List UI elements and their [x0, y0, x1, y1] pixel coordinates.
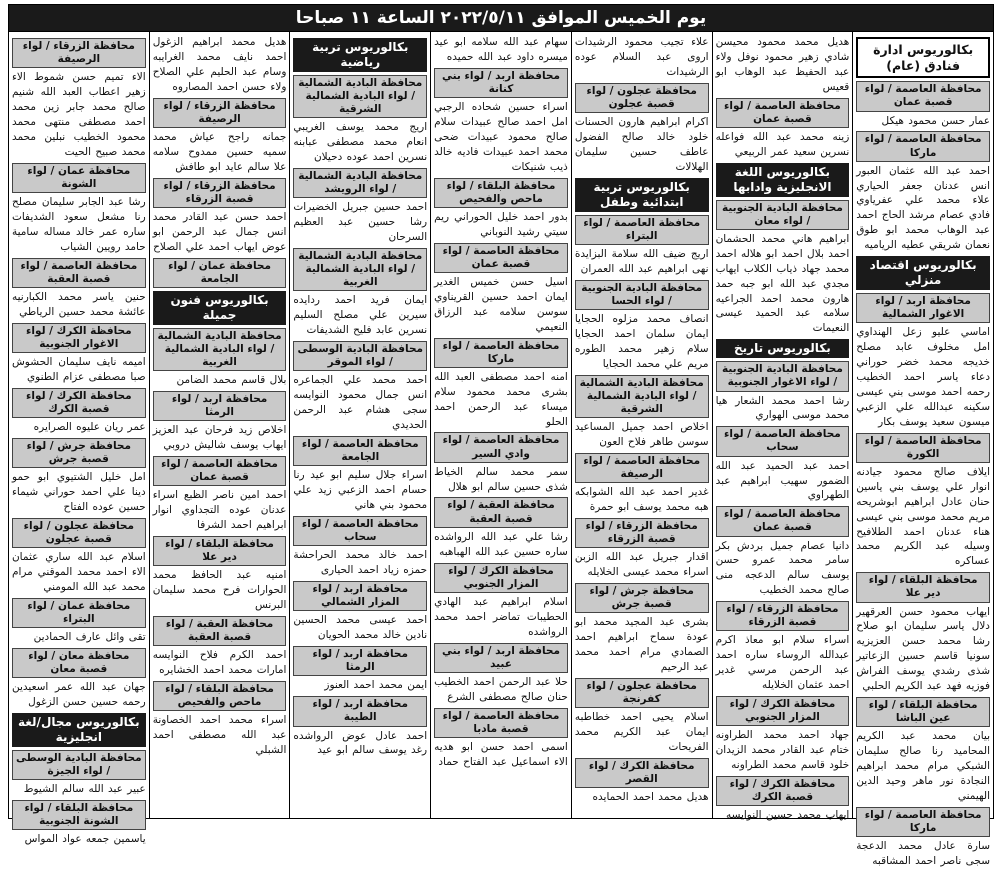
governorate-header: محافظة البادية الشمالية / لواء البادية الشمالية الشرقية — [575, 375, 709, 418]
names-list: عمر ريان عليوه الصرايره — [33, 420, 146, 433]
names-list: حلا عبد الرحمن احمد الخطيب حنان صالح مصطفى الشرع — [434, 675, 568, 703]
names-list: اسلام ابراهيم عبد الهادي الحطيبات تماضر احمد محمد الرواشده — [434, 595, 568, 638]
names-list: احمد خالد محمد الحراحشة حمزه زياد احمد الحيارى — [293, 549, 428, 577]
governorate-header: محافظة الكرك / لواء القصر — [575, 758, 709, 788]
names-list: جمانه راجح عياش محمد سميه حسين ممدوح سلامه علا سالم عايد ابو طافش — [152, 130, 287, 173]
names-list: احمد امين ناصر الظبع اسراء عدنان عوده التجداوي انوار ابراهيم احمد الشرفا — [152, 489, 287, 532]
names-list: اقدار جبريل عبد الله الزبن اسراء محمد عيسى الخلايله — [574, 551, 709, 578]
names-list: احمد عبد الحميد عبد الله الضمور سهيب ابراهيم عبد الطهراوي — [715, 459, 850, 502]
governorate-header: محافظة العاصمة / لواء الجامعة — [293, 436, 427, 466]
governorate-header: محافظة الكرك / لواء المزار الجنوبي — [434, 563, 568, 593]
names-list: بلال قاسم محمد الضامن — [176, 374, 287, 387]
governorate-header: محافظة العاصمة / لواء قصبة عمان — [716, 506, 850, 536]
names-list: تقى وائل عارف الحمادين — [33, 631, 146, 644]
governorate-header: محافظة العاصمة / لواء ماركا — [434, 338, 568, 368]
names-list: اخلاص زيد فرحان عبد العزيز ايهاب يوسف شاليش دروبي — [152, 424, 287, 452]
column-5 — [289, 32, 430, 818]
governorate-header: محافظة العاصمة / لواء وادي السير — [434, 432, 568, 462]
governorate-header: محافظة العاصمة / لواء قصبة عمان — [153, 456, 287, 486]
names-list: سمر محمد سالم الخياط شذى حسين سالم ابو هلال — [434, 465, 568, 493]
names-list: امل خليل الشتيوي ابو حمو دينا علي احمد حوراني شيماء حسين عوده الفتاح — [11, 471, 146, 513]
section-title: بكالوريوس فنون جميلة — [153, 291, 287, 325]
governorate-header: محافظة اربد / لواء الرمثا — [153, 391, 287, 421]
names-list: ايمان فريد احمد ردايده سيرين علي مصلح السليم نسرين عابد فليح الشديفات — [293, 294, 428, 337]
names-list: غدير احمد عبد الله الشوابكه هبه محمد يوسف ابو حمرة — [574, 485, 709, 513]
names-list: رشا علي عبد الله الرواشده ساره حسين عبد الله الهباهبه — [434, 530, 568, 558]
names-list: اكرام ابراهيم هارون الحسنات خلود خالد صالح الفضول عاطف حسين سليمان الهلالات — [574, 115, 709, 173]
governorate-header: محافظة اربد / لواء بني كنانة — [434, 68, 568, 98]
names-list: رشا عبد الجابر سليمان مصلح رنا مشعل سعود الشديفات ساره عمر خالد مساله سامية حامد رويين الشياب — [11, 195, 146, 253]
governorate-header: محافظة العاصمة / لواء الرصيفة — [575, 453, 709, 483]
column-4 — [430, 32, 571, 818]
names-list: اريج ضيف الله سلامة البزايدة نهى ابراهيم عبد الله العمران — [574, 247, 709, 275]
column-2 — [712, 32, 853, 822]
governorate-header: محافظة العاصمة / لواء قصبة عمان — [716, 98, 850, 128]
governorate-header: محافظة العقبة / لواء قصبة العقبة — [153, 616, 287, 646]
names-list: الاء تميم حسن شموط الاء زهير اعطاب العبد الله شنيم صالح محمد جابر زين محمد احمد مصطفى منتهى محمد محمود الخطيب نبلين محمد محمد صبيح الحيت — [11, 71, 146, 158]
names-list: اسيل حسن خميس الغدير ايمان احمد حسين القريناوي سوسن سلامه عبد الرزاق النعيمي — [434, 275, 568, 333]
governorate-header: محافظة عجلون / لواء كفرنجة — [575, 678, 709, 708]
section-title: بكالوريوس تربية ابتدائية وطفل — [575, 178, 709, 212]
names-list: بشرى عبد المجيد محمد ابو عودة سماح ابراهيم احمد الصمادي مرام احمد محمد عبد الرحيم — [574, 616, 709, 673]
names-list: عمار حسن محمود هيكل — [881, 114, 990, 127]
governorate-header: محافظة الكرك / لواء قصبة الكرك — [716, 776, 850, 806]
governorate-header: محافظة جرش / لواء قصبة جرش — [12, 438, 146, 468]
names-list: احمد عادل عوض الرواشده رغد يوسف سالم ابو عيد — [293, 729, 428, 757]
names-list: احمد عبد الله عثمان العبور انس عدنان جعفر الحياري علاء محمد علي عفرياوي فادي عصام مرشد الحاج احمد عبد الوهاب محمد ابو طوق نعمان شريقي عطيه الرياميه — [856, 164, 990, 252]
governorate-header: محافظة العاصمة / لواء الكورة — [856, 433, 990, 463]
names-list: اسمى احمد حسن ابو هديه الاء اسماعيل عبد الفتاح حماد — [434, 740, 568, 768]
governorate-header: محافظة البادية الوسطى / لواء الجيزة — [12, 750, 146, 780]
names-list: ايهاب محمد حسين النوايسه — [725, 809, 850, 822]
governorate-header: محافظة اربد / لواء بني عبيد — [434, 643, 568, 673]
governorate-header: محافظة الزرقاء / لواء قصبة الزرقاء — [716, 601, 850, 631]
governorate-header: محافظة الكرك / لواء الاغوار الجنوبية — [12, 323, 146, 353]
names-list: زينه محمد عبد الله فواعله نسرين سعيد عمر الربيعي — [715, 130, 850, 158]
governorate-header: محافظة العاصمة / لواء قصبة عمان — [856, 81, 990, 111]
name-columns — [8, 32, 994, 867]
names-list: اسراء محمد احمد الخصاونة عبد الله مصطفى احمد الشبلي — [152, 714, 287, 757]
governorate-header: محافظة البلقاء / لواء ماحص والفحيص — [153, 681, 287, 711]
governorate-header: محافظة عجلون / لواء قصبة عجلون — [12, 518, 146, 548]
names-list: سهام عبد الله سلامه ابو عيد ميسره داود عبد الله حميده — [434, 36, 568, 63]
names-list: احمد حسين جبريل الخضيرات رشا حسين عبد العظيم السرحان — [293, 201, 428, 244]
governorate-header: محافظة العقبة / لواء قصبة العقبة — [434, 497, 568, 527]
names-list: انصاف محمد مزلوه الحجايا ايمان سلمان احمد الحجايا سلام زهير محمد الطوره مريم علي محمد الحجايا — [574, 312, 709, 370]
names-list: امنه احمد مصطفى العبد الله بشرى محمد محمود سلام ميساء عبد الرحمن احمد الحلو — [434, 370, 568, 428]
governorate-header: محافظة الكرك / لواء المزار الجنوبي — [716, 696, 850, 726]
governorate-header: محافظة الكرك / لواء قصبة الكرك — [12, 388, 146, 418]
column-1 — [852, 32, 993, 867]
names-list: حنين ياسر محمد الكبارنيه عائشة محمد حسين الرياطي — [11, 290, 146, 318]
section-title: بكالوريوس اللغة الانجليزية وادابها — [716, 163, 850, 197]
governorate-header: محافظة البادية الجنوبية / لواء معان — [716, 200, 850, 230]
date-banner: يوم الخميس الموافق ٢٠٢٢/٥/١١ الساعة ١١ صباحا — [8, 4, 994, 32]
names-list: بيان محمد عبد الكريم المحاميد رنا صالح سليمان الشبكي مرام محمد ابراهيم النجادة نور ماهر وحيد الدين الهيمني — [856, 730, 990, 802]
governorate-header: محافظة البلقاء / لواء ماحص والفحيص — [434, 178, 568, 208]
section-title: بكالوريوس تاريخ — [716, 339, 850, 358]
names-list: احمد عيسى محمد الحسين نادين خالد محمد الحويان — [293, 614, 428, 642]
governorate-header: محافظة عمان / لواء البتراء — [12, 598, 146, 628]
names-list: علاء تجيب محمود الرشيدات اروى عبد السلام عوده الرشيدات — [574, 36, 709, 78]
column-3 — [571, 32, 712, 818]
column-6 — [149, 32, 290, 818]
names-list: عبير عبد الله سالم الشيوط — [23, 783, 146, 796]
governorate-header: محافظة العاصمة / لواء سحاب — [293, 516, 427, 546]
governorate-header: محافظة العاصمة / لواء قصبة مادبا — [434, 708, 568, 738]
governorate-header: محافظة العاصمة / لواء ماركا — [856, 131, 990, 161]
names-list: ياسمين جمعه عواد المواس — [24, 833, 146, 846]
governorate-header: محافظة العاصمة / لواء قصبة عمان — [434, 243, 568, 273]
governorate-header: محافظة العاصمة / لواء ماركا — [856, 807, 990, 837]
governorate-header: محافظة العاصمة / لواء قصبة العقبة — [12, 258, 146, 288]
governorate-header: محافظة عجلون / لواء قصبة عجلون — [575, 83, 709, 113]
governorate-header: محافظة البادية الشمالية / لواء البادية الشمالية الشرقية — [293, 75, 427, 118]
governorate-header: محافظة البادية الوسطى / لواء الموقر — [293, 341, 427, 371]
governorate-header: محافظة البادية الشمالية / لواء البادية الشمالية الغربية — [293, 248, 427, 291]
governorate-header: محافظة اربد / لواء الاغوار الشمالية — [856, 293, 990, 323]
section-title: بكالوريوس تربية رياضية — [293, 38, 427, 72]
names-list: سارة عادل محمد الدعجة سجى ناصر احمد المشاقبه — [856, 840, 990, 867]
names-list: اخلاص احمد جميل المساعيد سوسن طاهر فلاح العون — [574, 420, 709, 448]
names-list: اريج محمد يوسف الغريبي انعام محمد مصطفى عبابنه نسرين احمد عوده دحيلان — [293, 121, 428, 164]
names-list: جهاد احمد محمد الطراونه ختام عبد القادر محمد الزيدان خلود قاسم محمد الطراونه — [715, 729, 850, 772]
governorate-header: محافظة العاصمة / لواء سحاب — [716, 426, 850, 456]
governorate-header: محافظة اربد / لواء الطيبة — [293, 696, 427, 726]
names-list: ابراهيم هاني محمد الحشمان احمد بلال احمد ابو هلاله احمد محمد جهاد ذياب الكلاب ايهاب مجدي عبد الله ابو جبه حمد هارون محمد احمد الجراعيه سلامه عبد الحميد عيسى النعيمات — [715, 232, 850, 335]
section-title: بكالوريوس ادارة فنادق (عام) — [856, 37, 990, 78]
names-list: اماسي عليو زعل الهنداوي امل مخلوف عابد مصلح خديجه محمد خضر حوراني دعاء ياسر احمد الخطيب رحمه احمد موسى بني عيسى سكينه عبدالله علي الزعبي ميسون سعيد يوسف بكار — [856, 326, 990, 428]
governorate-header: محافظة البلقاء / لواء دير علا — [856, 572, 990, 602]
names-list: امنيه عبد الحافظ محمد الحوارات فرح محمد سليمان البرنس — [152, 569, 287, 612]
section-title: بكالوريوس اقتصاد منزلي — [856, 256, 990, 290]
names-list: اسراء جلال سليم ابو عيد رنا حسام احمد الزعبي زيد علي محمود بني هاني — [293, 469, 428, 512]
governorate-header: محافظة البلقاء / لواء عين الباشا — [856, 697, 990, 727]
governorate-header: محافظة جرش / لواء قصبة جرش — [575, 583, 709, 613]
names-list: اسلام يحيى احمد خطاطبه ايمان عبد الكريم محمد الفريحات — [574, 710, 709, 753]
governorate-header: محافظة الزرقاء / لواء قصبة الزرقاء — [575, 518, 709, 548]
governorate-header: محافظة البادية الشمالية / لواء الرويشد — [293, 168, 427, 198]
governorate-header: محافظة عمان / لواء الجامعة — [153, 258, 287, 288]
governorate-header: محافظة الزرقاء / لواء الرصيفة — [153, 98, 287, 128]
names-list: ايهاب محمود حسن العرقهير دلال ياسر سليمان ابو صلاح رشا محمد حسن العزيزيه سونيا قاسم حسين الزعاتير شذى رشدي يوسف الفراش فوزيه فهد عبد الكريم الحلبي — [856, 605, 990, 693]
governorate-header: محافظة الزرقاء / لواء الرصيفة — [12, 38, 146, 68]
governorate-header: محافظة اربد / لواء المزار الشمالي — [293, 581, 427, 611]
governorate-header: محافظة البلقاء / لواء الشونة الجنوبية — [12, 800, 146, 830]
names-list: اسراء حسين شحاده الرجبي امل احمد صالح عبيدات سلام صالح محمود عبيدات ضحى محمد احمد عبيدات فاديه خالد ذيب شنيكات — [434, 101, 568, 173]
governorate-header: محافظة البلقاء / لواء دير علا — [153, 536, 287, 566]
names-list: هديل محمد احمد الحمايده — [592, 790, 709, 803]
governorate-header: محافظة معان / لواء قصبة معان — [12, 648, 146, 678]
names-list: اسراء سلام ابو معاذ اكرم عبدالله الروساء ساره احمد عبد الرحمن مرسي غدير احمد عثمان الخلايله — [715, 634, 850, 692]
names-list: بدور احمد خليل الحوراني ريم سيتي رشيد النوباني — [434, 210, 568, 238]
names-list: ايلاف صالح محمود جيادنه انوار علي يوسف بني ياسين حنان عادل ابراهيم ابوشريحه مريم محمد موسى بني عيسى هناء عدنان احمد الطلافيح وسيله عبد الكريم محمد عساكره — [856, 465, 990, 568]
section-title: بكالوريوس مجال/لغة انجليزية — [12, 713, 146, 747]
names-list: رشا احمد محمد الشعار هيا محمد موسى الهواري — [715, 394, 850, 422]
names-list: احمد حسن عبد القادر محمد انس جمال عبد الرحمن ابو عوض ايهاب احمد علي الصلاح — [152, 210, 287, 253]
names-list: احمد الكرم فلاح النوايسه امارات محمد احمد الخشايره — [152, 649, 287, 677]
names-list: هديل محمد محمود محيسن شادي زهير محمود نوفل ولاء عبد الحفيظ عبد الوهاب ابو قعيس — [715, 36, 850, 93]
names-list: ايمن محمد احمد العنوز — [324, 679, 428, 692]
governorate-header: محافظة البادية الجنوبية / لواء الاغوار الجنوبية — [716, 361, 850, 391]
names-list: اميمه نايف سليمان الحشوش صبا مصطفى عزام الطنوي — [11, 355, 146, 383]
names-list: اسلام عبد الله ساري عثمان الاء احمد محمد الموقني مرام محمد عبد الله المومني — [11, 551, 146, 593]
names-list: جهان عبد الله عمر اسعيدين رحمه حسين حسن الزغول — [11, 681, 146, 709]
governorate-header: محافظة الزرقاء / لواء قصبة الزرقاء — [153, 178, 287, 208]
governorate-header: محافظة العاصمة / لواء البتراء — [575, 215, 709, 245]
names-list: احمد محمد علي الجماعره انس جمال محمود النوايسه سجى هشام عبد الرحمن الحديدي — [293, 374, 428, 432]
column-7 — [9, 32, 149, 846]
governorate-header: محافظة اربد / لواء الرمثا — [293, 646, 427, 676]
governorate-header: محافظة البادية الجنوبية / لواء الحسا — [575, 280, 709, 310]
governorate-header: محافظة عمان / لواء الشونة — [12, 163, 146, 193]
governorate-header: محافظة البادية الشمالية / لواء البادية الشمالية الغربية — [153, 328, 287, 371]
names-list: دانيا عصام جميل بردش بكر سامر محمد عمرو حسن يوسف سالم الدعجه منى صالح محمد الخطيب — [715, 539, 850, 597]
names-list: هديل محمد ابراهيم الزغول احمد نايف محمد الغرايبه وسام عبد الحليم علي الصلاح ولاء حسن احمد المصاروه — [152, 36, 287, 93]
